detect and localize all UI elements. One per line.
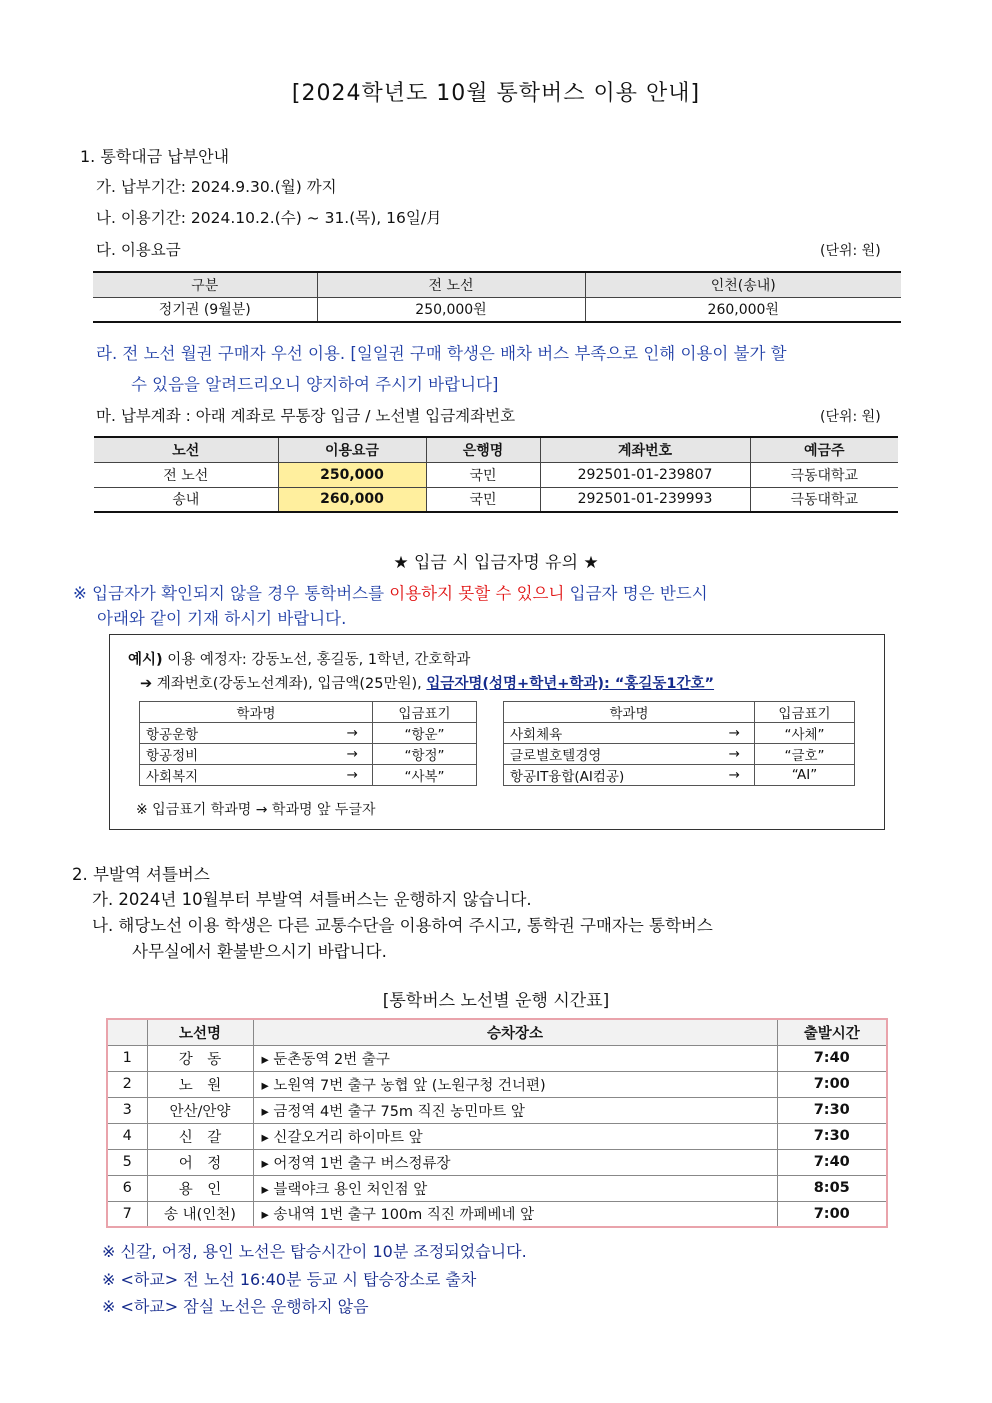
table-cell: 292501-01-239807: [540, 462, 750, 487]
table-header: 전 노선: [317, 272, 585, 297]
schedule-table: [106, 1018, 888, 1228]
schedule-note: ※ <하교> 잠실 노선은 운행하지 않음: [102, 1297, 369, 1316]
route-name: 강 동: [147, 1045, 253, 1071]
table-row: [107, 1201, 887, 1227]
table-row: [93, 297, 901, 322]
arrow-cell: →: [333, 765, 373, 786]
departure-time: 7:00: [777, 1071, 887, 1097]
table-cell: 292501-01-239993: [540, 487, 750, 512]
example-text: 이용 예정자: 강동노선, 홍길동, 1학년, 간호학과: [162, 652, 471, 668]
table-row: [93, 272, 901, 297]
table-row: [107, 1149, 887, 1175]
example-arrow-text: ➔ 계좌번호(강동노선계좌), 입금액(25만원),: [140, 676, 427, 692]
table-cell: 국민: [426, 462, 540, 487]
fee-table: [93, 271, 901, 323]
route-name: 어 정: [147, 1149, 253, 1175]
payment-period: 가. 납부기간: 2024.9.30.(월) 까지: [96, 178, 337, 196]
row-number: 4: [107, 1123, 147, 1149]
route-name: 신 갈: [147, 1123, 253, 1149]
table-header: 승차장소: [253, 1019, 777, 1045]
usage-period: 나. 이용기간: 2024.10.2.(수) ~ 31.(목), 16일/月: [96, 209, 442, 227]
boarding-place: ▸ 어정역 1번 출구 버스정류장: [253, 1149, 777, 1175]
table-cell: “사체”: [755, 723, 855, 744]
table-row: [504, 702, 855, 723]
table-row: [140, 702, 477, 723]
deposit-heading: ★ 입금 시 입금자명 유의 ★: [393, 553, 599, 573]
table-cell: 250,000원: [317, 297, 585, 322]
arrow-cell: →: [333, 744, 373, 765]
table-header: 노선명: [147, 1019, 253, 1045]
table-cell: “글호”: [755, 744, 855, 765]
table-cell: 글로벌호텔경영: [504, 744, 715, 765]
route-name: 송 내(인천): [147, 1201, 253, 1227]
departure-time: 7:40: [777, 1149, 887, 1175]
table-row: [504, 723, 855, 744]
refund-notice-line2: 사무실에서 환불받으시기 바랍니다.: [132, 942, 387, 961]
table-row: [140, 723, 477, 744]
table-row: [140, 765, 477, 786]
route-name: 안산/안양: [147, 1097, 253, 1123]
table-header: 구분: [93, 272, 317, 297]
departure-time: 7:40: [777, 1045, 887, 1071]
warning-text: ※ 입금자가 확인되지 않을 경우 통학버스를: [73, 584, 390, 603]
page-title: [2024학년도 10월 통학버스 이용 안내]: [291, 81, 701, 106]
departure-time: 7:30: [777, 1123, 887, 1149]
table-cell: 국민: [426, 487, 540, 512]
departure-time: 7:30: [777, 1097, 887, 1123]
dept-table-left: [139, 701, 477, 786]
route-name: 용 인: [147, 1175, 253, 1201]
warning-emphasis: 이용하지 못할 수 있으니: [389, 584, 565, 603]
arrow-cell: →: [715, 744, 755, 765]
table-cell: 250,000: [278, 462, 426, 487]
table-row: [107, 1123, 887, 1149]
corner-cell: [107, 1019, 147, 1045]
boarding-place: ▸ 송내역 1번 출구 100m 직진 까페베네 앞: [253, 1201, 777, 1227]
table-cell: 송내: [94, 487, 278, 512]
account-label: 마. 납부계좌 : 아래 계좌로 무통장 입금 / 노선별 입금계좌번호: [96, 407, 516, 425]
schedule-note: ※ <하교> 전 노선 16:40분 등교 시 탑승장소로 출차: [102, 1270, 477, 1289]
table-cell: 극동대학교: [750, 462, 898, 487]
example-arrow-line: [140, 672, 714, 693]
boarding-place: ▸ 신갈오거리 하이마트 앞: [253, 1123, 777, 1149]
example-line: [128, 648, 470, 669]
priority-notice-line1: 라. 전 노선 월권 구매자 우선 이용. [일일권 구매 학생은 배차 버스 부족으로 인해 이용이 불가 할: [96, 344, 787, 363]
table-row: [504, 765, 855, 786]
table-header: 계좌번호: [540, 437, 750, 462]
table-cell: 사회체육: [504, 723, 715, 744]
table-header: 출발시간: [777, 1019, 887, 1045]
boarding-place: ▸ 둔촌동역 2번 출구: [253, 1045, 777, 1071]
table-row: [140, 744, 477, 765]
row-number: 1: [107, 1045, 147, 1071]
row-number: 2: [107, 1071, 147, 1097]
table-header: 은행명: [426, 437, 540, 462]
table-row: [107, 1019, 887, 1045]
deposit-warning-line1: [73, 580, 708, 604]
boarding-place: ▸ 블랙야크 용인 처인점 앞: [253, 1175, 777, 1201]
table-header: 이용요금: [278, 437, 426, 462]
shuttle-notice: 가. 2024년 10월부터 부발역 셔틀버스는 운행하지 않습니다.: [92, 890, 532, 909]
table-header: 노선: [94, 437, 278, 462]
row-number: 5: [107, 1149, 147, 1175]
unit-label-2: (단위: 원): [820, 409, 881, 425]
table-cell: 사회복지: [140, 765, 333, 786]
arrow-cell: →: [715, 723, 755, 744]
table-header: 입금표기: [373, 702, 477, 723]
table-row: [94, 487, 898, 512]
table-row: [107, 1071, 887, 1097]
table-cell: “항운”: [373, 723, 477, 744]
boarding-place: ▸ 노원역 7번 출구 농협 앞 (노원구청 건너편): [253, 1071, 777, 1097]
table-row: [107, 1097, 887, 1123]
table-header: 인천(송내): [585, 272, 901, 297]
departure-time: 8:05: [777, 1175, 887, 1201]
row-number: 3: [107, 1097, 147, 1123]
table-header: 학과명: [504, 702, 755, 723]
table-cell: “사복”: [373, 765, 477, 786]
table-cell: 260,000: [278, 487, 426, 512]
refund-notice-line1: 나. 해당노선 이용 학생은 다른 교통수단을 이용하여 주시고, 통학권 구매자는 통학버스: [92, 916, 713, 935]
departure-time: 7:00: [777, 1201, 887, 1227]
table-row: [94, 462, 898, 487]
table-header: 입금표기: [755, 702, 855, 723]
section2-heading: 2. 부발역 셔틀버스: [72, 865, 210, 884]
section1-heading: 1. 통학대금 납부안내: [80, 147, 230, 166]
schedule-note: ※ 신갈, 어정, 용인 노선은 탑승시간이 10분 조정되었습니다.: [102, 1242, 527, 1261]
route-name: 노 원: [147, 1071, 253, 1097]
deposit-warning-line2: 아래와 같이 기재 하시기 바랍니다.: [97, 609, 347, 628]
table-cell: 정기권 (9월분): [93, 297, 317, 322]
table-row: [107, 1175, 887, 1201]
example-depositor-name: 입금자명(성명+학년+학과): “홍길동1간호”: [426, 676, 715, 692]
table-header: 학과명: [140, 702, 373, 723]
schedule-heading: [통학버스 노선별 운행 시간표]: [382, 991, 610, 1011]
dept-table-right: [503, 701, 855, 786]
table-cell: 항공운항: [140, 723, 333, 744]
table-cell: 항공정비: [140, 744, 333, 765]
table-cell: 전 노선: [94, 462, 278, 487]
table-cell: 항공IT융합(AI컴공): [504, 765, 715, 786]
row-number: 7: [107, 1201, 147, 1227]
warning-text: 입금자 명은 반드시: [564, 584, 708, 603]
priority-notice-line2: 수 있음을 알려드리오니 양지하여 주시기 바랍니다]: [131, 375, 499, 394]
unit-label: (단위: 원): [820, 243, 881, 259]
dept-footnote: ※ 입금표기 학과명 → 학과명 앞 두글자: [136, 802, 376, 818]
row-number: 6: [107, 1175, 147, 1201]
example-box: [109, 634, 885, 830]
table-row: [504, 744, 855, 765]
fee-label: 다. 이용요금: [96, 241, 181, 259]
table-header: 예금주: [750, 437, 898, 462]
table-cell: 극동대학교: [750, 487, 898, 512]
arrow-cell: →: [715, 765, 755, 786]
table-cell: “항정”: [373, 744, 477, 765]
boarding-place: ▸ 금정역 4번 출구 75m 직진 농민마트 앞: [253, 1097, 777, 1123]
account-table: [94, 436, 898, 513]
table-row: [107, 1045, 887, 1071]
table-cell: 260,000원: [585, 297, 901, 322]
example-label: 예시): [128, 652, 163, 668]
table-cell: “AI”: [755, 765, 855, 786]
arrow-cell: →: [333, 723, 373, 744]
table-row: [94, 437, 898, 462]
